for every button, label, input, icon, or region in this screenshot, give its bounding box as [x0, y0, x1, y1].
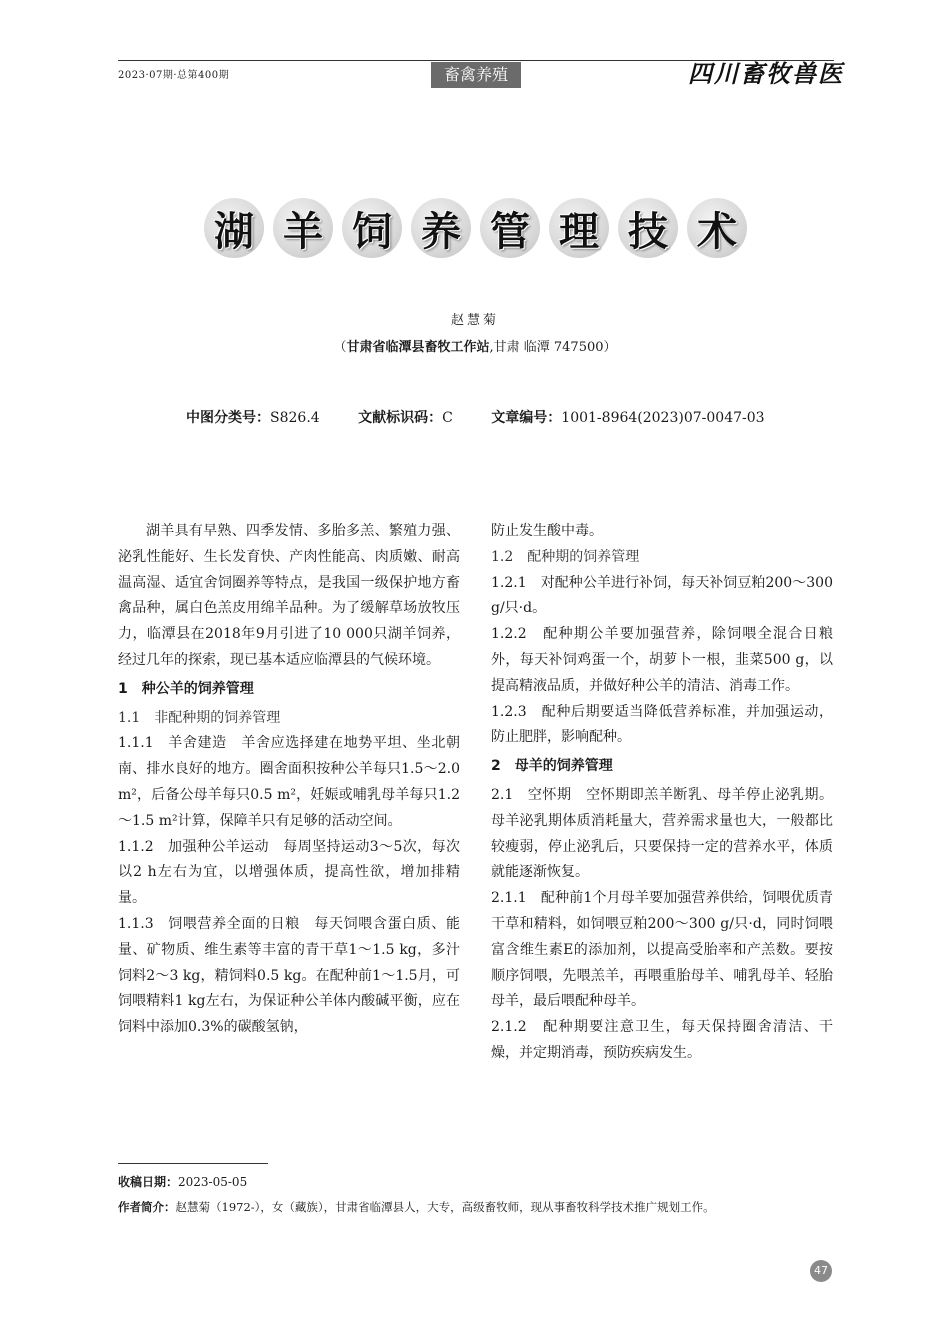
received-label: 收稿日期： [118, 1175, 179, 1189]
para-1-1-2 [118, 835, 460, 912]
para-continued: 防止发生酸中毒。 [491, 523, 603, 539]
affiliation-close: ） [603, 340, 617, 355]
section-1-heading: 1 种公羊的饲养管理 [118, 680, 254, 697]
title-char: 饲 [342, 198, 402, 258]
para-head: 加强种公羊运动 [167, 838, 269, 855]
section-1-1-heading: 1.1 非配种期的饲养管理 [118, 709, 281, 726]
bio-label: 作者简介： [118, 1200, 176, 1214]
affiliation-open: （ [333, 340, 347, 355]
bio-value: 赵慧菊（1972-），女（藏族），甘肃省临潭县人，大专，高级畜牧师，现从事畜牧科学技术推广规划工作。 [175, 1200, 715, 1214]
title-char: 术 [687, 198, 747, 258]
author-bio [118, 1199, 715, 1215]
para-text: 羊舍应选择建在地势平坦、坐北朝南、排水良好的地方。圈舍面积按种公羊每只1.5～2.0 m²，后备公母羊每只0.5 m²，妊娠或哺乳母羊每只1.2～1.5 m²计算，保障羊只有足够的活动空间。 [118, 735, 460, 829]
para-1-2-3: 1.2.3 配种后期要适当降低营养标准，并加强运动，防止肥胖，影响配种。 [491, 703, 833, 746]
section-2-heading: 2 母羊的饲养管理 [491, 758, 613, 775]
doc-label: 文献标识码： [358, 410, 443, 426]
para-number: 1.1.1 [118, 735, 154, 752]
para-number: 1.1.2 [118, 838, 154, 855]
para-head: 饲喂营养全面的日粮 [167, 915, 300, 932]
title-char: 养 [411, 198, 471, 258]
page-number: 47 [810, 1260, 832, 1282]
para-1-1-1 [118, 731, 460, 834]
para-1-2-1: 1.2.1 对配种公羊进行补饲，每天补饲豆粕200～300 g/只·d。 [491, 574, 833, 617]
footnote-rule [118, 1163, 268, 1164]
right-column [491, 519, 833, 1067]
para-head: 羊舍建造 [167, 735, 227, 752]
title-char: 理 [549, 198, 609, 258]
para-text: 每周坚持运动3～5次，每次以2 h左右为宜，以增强体质，提高性欲，增加排精量。 [118, 838, 460, 907]
section-tag: 畜禽养殖 [431, 62, 521, 88]
affiliation-place: ,甘肃 临潭 747500 [489, 340, 604, 355]
title-char: 湖 [204, 198, 264, 258]
journal-logo: 四川畜牧兽医 [688, 59, 844, 88]
para-2-1-2: 2.1.2 配种期要注意卫生，每天保持圈舍清洁、干燥，并定期消毒，预防疾病发生。 [491, 1019, 833, 1061]
article-value: 1001-8964(2023)07-0047-03 [561, 410, 765, 426]
article-meta [186, 407, 765, 427]
article-label: 文章编号： [491, 410, 562, 426]
section-1-2-heading: 1.2 配种期的饲养管理 [491, 548, 640, 565]
received-value: 2023-05-05 [178, 1175, 248, 1189]
title-char: 管 [480, 198, 540, 258]
para-2-1 [491, 783, 833, 886]
clc-number [186, 410, 320, 426]
para-text: 空怀期即羔羊断乳、母羊停止泌乳期。母羊泌乳期体质消耗量大，营养需求量也大，一般都比较瘦弱，停止泌乳后，只要保持一定的营养水平，体质就能逐渐恢复。 [491, 786, 834, 881]
intro-paragraph: 湖羊具有早熟、四季发情、多胎多羔、繁殖力强、泌乳性能好、生长发育快、产肉性能高、肉质嫩、耐高温高湿、适宜舍饲圈养等特点，是我国一级保护地方畜禽品种，属白色羔皮用绵羊品种。为了缓解草场放牧压力，临潭县在2018年9月引进了10 000只湖羊饲养，经过几年的探索，现已基本适应临潭县的气候环境。 [118, 523, 460, 668]
para-1-2-2: 1.2.2 配种期公羊要加强营养，除饲喂全混合日粮外，每天补饲鸡蛋一个，胡萝卜一根，韭菜500 g，以提高精液品质，并做好种公羊的清洁、消毒工作。 [491, 626, 833, 694]
para-1-1-3 [118, 912, 460, 1041]
para-2-1-1: 2.1.1 配种前1个月母羊要加强营养供给，饲喂优质青干草和精料，如饲喂豆粕200～300 g/只·d，同时饲喂富含维生素E的添加剂，以提高受胎率和产羔数。要按顺序饲喂，先喂羔羊，再喂重胎母羊、哺乳母羊、轻胎母羊，最后喂配种母羊。 [491, 890, 833, 1010]
doc-code [358, 410, 453, 426]
affiliation-org: 甘肃省临潭县畜牧工作站 [346, 340, 490, 355]
para-text: 每天饲喂含蛋白质、能量、矿物质、维生素等丰富的青干草1～1.5 kg，多汁饲料2～3 kg，精饲料0.5 kg。在配种前1～1.5月，可饲喂精料1 kg左右，为保证种公羊体内酸碱平衡，应在饲料中添加0.3%的碳酸氢钠， [118, 915, 460, 1036]
left-column [118, 519, 460, 1041]
received-date [118, 1173, 247, 1190]
para-number: 1.1.3 [118, 915, 154, 932]
issue-info: 2023·07期·总第400期 [118, 70, 230, 81]
clc-value: S826.4 [270, 410, 320, 426]
author-name: 赵慧菊 [450, 313, 499, 328]
article-title [204, 198, 749, 264]
title-char: 技 [618, 198, 678, 258]
para-number: 2.1 [491, 786, 514, 803]
author-affiliation [0, 336, 950, 355]
title-char: 羊 [273, 198, 333, 258]
doc-value: C [442, 410, 453, 426]
clc-label: 中图分类号： [186, 410, 270, 426]
para-head: 空怀期 [527, 786, 572, 803]
article-number [491, 410, 764, 426]
